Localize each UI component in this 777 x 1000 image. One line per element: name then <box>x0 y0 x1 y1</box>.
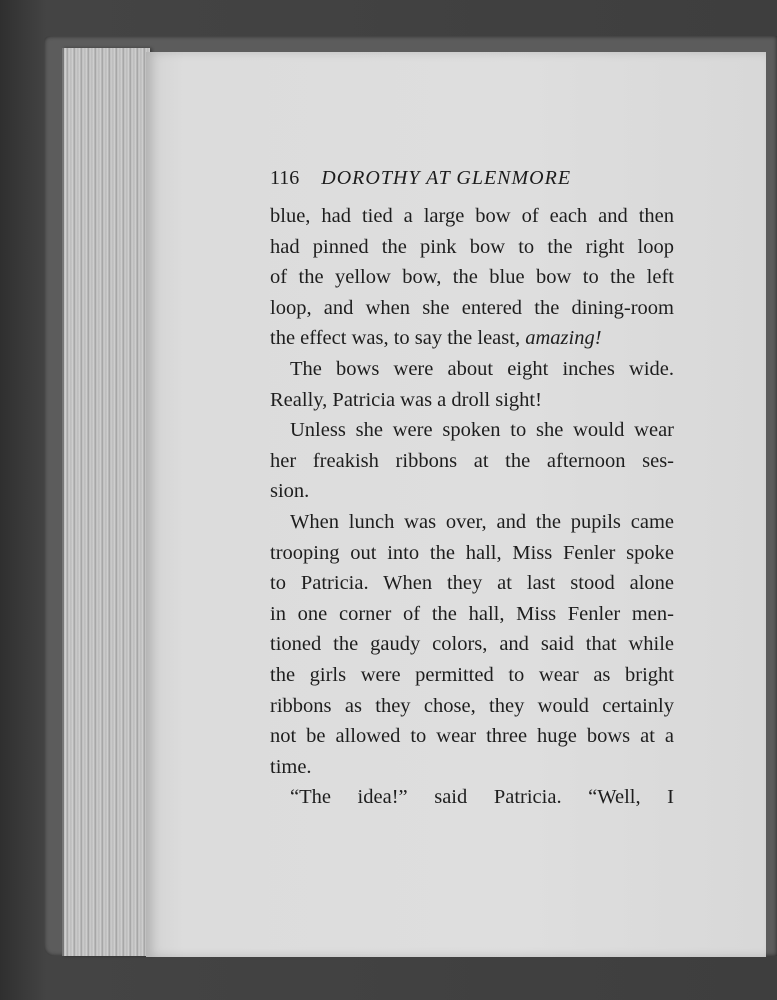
text-line: Really, Patricia was a droll sight! <box>270 388 542 411</box>
text-line: When lunch was over, and the pupils came <box>290 510 674 533</box>
running-head <box>270 167 680 190</box>
text-line: her freakish ribbons at the afternoon ses- <box>270 449 674 472</box>
page-number: 116 <box>270 167 300 189</box>
page-edges <box>62 48 150 956</box>
text-line: ribbons as they chose, they would certainly <box>270 694 674 717</box>
body-text <box>270 201 674 813</box>
text-line: loop, and when she entered the dining-room <box>270 296 674 319</box>
text-line: sion. <box>270 480 310 503</box>
text-line: The bows were about eight inches wide. <box>290 357 674 380</box>
text-line: of the yellow bow, the blue bow to the left <box>270 266 674 289</box>
text-line: had pinned the pink bow to the right loop <box>270 235 674 258</box>
text-line: blue, had tied a large bow of each and then <box>270 205 674 227</box>
text-line: not be allowed to wear three huge bows at a <box>270 725 674 748</box>
text-line: time. <box>270 755 312 778</box>
text-line: to Patricia. When they at last stood alone <box>270 572 674 595</box>
text-line: in one corner of the hall, Miss Fenler men- <box>270 602 674 625</box>
text-line: tioned the gaudy colors, and said that while <box>270 633 674 656</box>
text-line: the effect was, to say the least, amazing! <box>270 327 602 350</box>
text-line: “The idea!” said Patricia. “Well, I <box>290 786 674 809</box>
book-title: DOROTHY AT GLENMORE <box>321 167 572 189</box>
text-line: the girls were permitted to wear as bright <box>270 663 674 686</box>
emphasized-word: amazing! <box>525 327 602 350</box>
text-line: trooping out into the hall, Miss Fenler spoke <box>270 541 674 564</box>
text-line: Unless she were spoken to she would wear <box>290 419 674 442</box>
